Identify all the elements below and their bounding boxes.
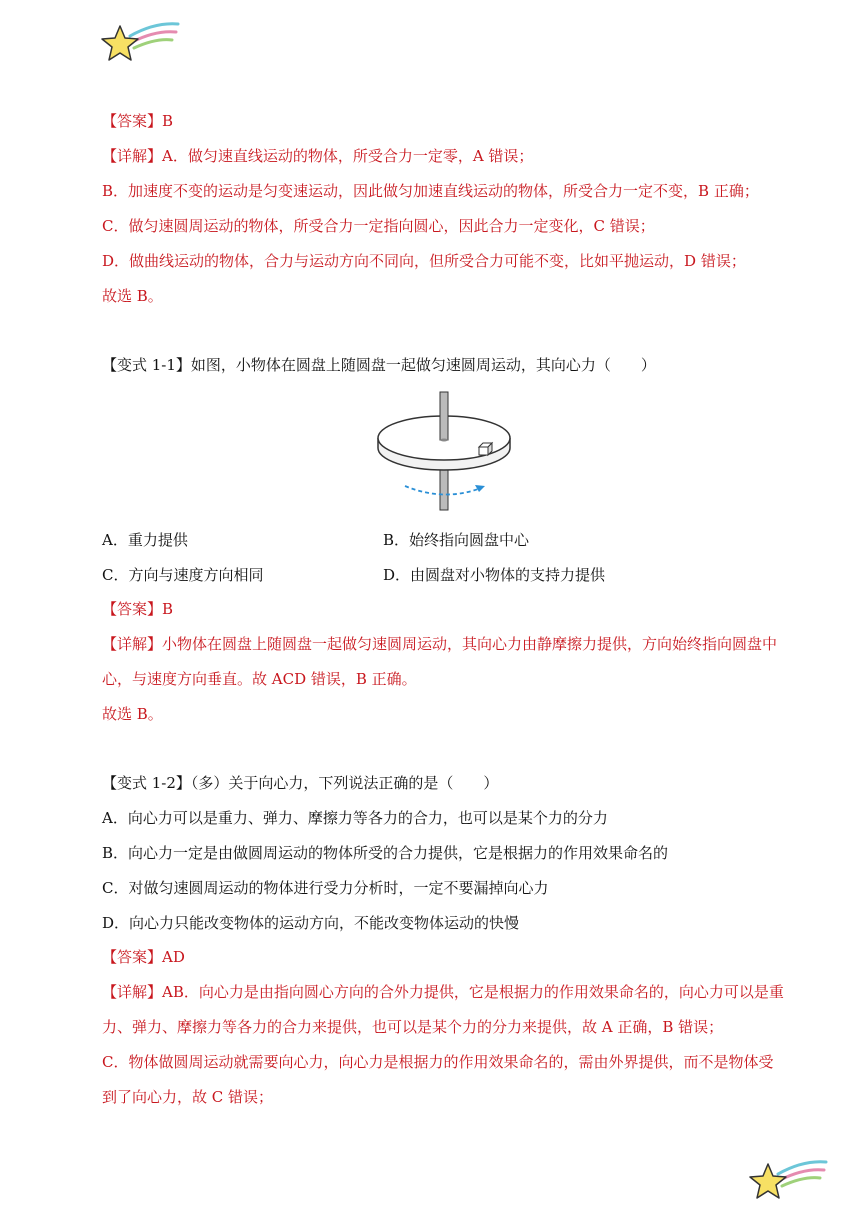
- detail-line: C．做匀速圆周运动的物体，所受合力一定指向圆心，因此合力一定变化，C 错误；: [102, 217, 655, 235]
- rotating-disc-figure: [375, 390, 515, 512]
- option-c: C．对做匀速圆周运动的物体进行受力分析时，一定不要漏掉向心力: [102, 879, 549, 897]
- question-stem: 【变式 1-2】（多）关于向心力，下列说法正确的是（ ）: [102, 774, 499, 792]
- detail-line: 【详解】小物体在圆盘上随圆盘一起做匀速圆周运动，其向心力由静摩擦力提供，方向始终指向圆盘中: [102, 635, 778, 653]
- detail-line: 【详解】AB．向心力是由指向圆心方向的合外力提供，它是根据力的作用效果命名的，向心力可以是重: [102, 983, 784, 1001]
- detail-line: C．物体做圆周运动就需要向心力，向心力是根据力的作用效果命名的，需由外界提供，而不是物体受: [102, 1053, 774, 1071]
- detail-line: 故选 B。: [102, 287, 163, 305]
- detail-line: 力、弹力、摩擦力等各力的合力来提供，也可以是某个力的分力来提供，故 A 正确，B 错误；: [102, 1018, 724, 1036]
- option-a: A．向心力可以是重力、弹力、摩擦力等各力的合力，也可以是某个力的分力: [102, 809, 608, 827]
- option-b: B．向心力一定是由做圆周运动的物体所受的合力提供，它是根据力的作用效果命名的: [102, 844, 669, 862]
- option-d: D．由圆盘对小物体的支持力提供: [383, 566, 606, 584]
- option-b: B．始终指向圆盘中心: [383, 531, 530, 549]
- answer-label: 【答案】B: [102, 600, 174, 618]
- answer-label: 【答案】B: [102, 112, 174, 130]
- answer-label: 【答案】AD: [102, 948, 185, 966]
- shooting-star-icon: [748, 1156, 828, 1204]
- option-a: A．重力提供: [102, 531, 188, 549]
- detail-line: 到了向心力，故 C 错误；: [102, 1088, 274, 1106]
- detail-line: 故选 B。: [102, 705, 163, 723]
- detail-line: D．做曲线运动的物体，合力与运动方向不同向，但所受合力可能不变，比如平抛运动，D 错误；: [102, 252, 746, 270]
- detail-line: 心，与速度方向垂直。故 ACD 错误，B 正确。: [102, 670, 417, 688]
- detail-line: 【详解】A．做匀速直线运动的物体，所受合力一定零，A 错误；: [102, 147, 534, 165]
- shooting-star-icon: [100, 18, 180, 66]
- question-stem: 【变式 1-1】如图，小物体在圆盘上随圆盘一起做匀速圆周运动，其向心力（ ）: [102, 356, 656, 374]
- option-c: C．方向与速度方向相同: [102, 566, 264, 584]
- detail-line: B．加速度不变的运动是匀变速运动，因此做匀加速直线运动的物体，所受合力一定不变，B 正确；: [102, 182, 759, 200]
- option-d: D．向心力只能改变物体的运动方向，不能改变物体运动的快慢: [102, 914, 520, 932]
